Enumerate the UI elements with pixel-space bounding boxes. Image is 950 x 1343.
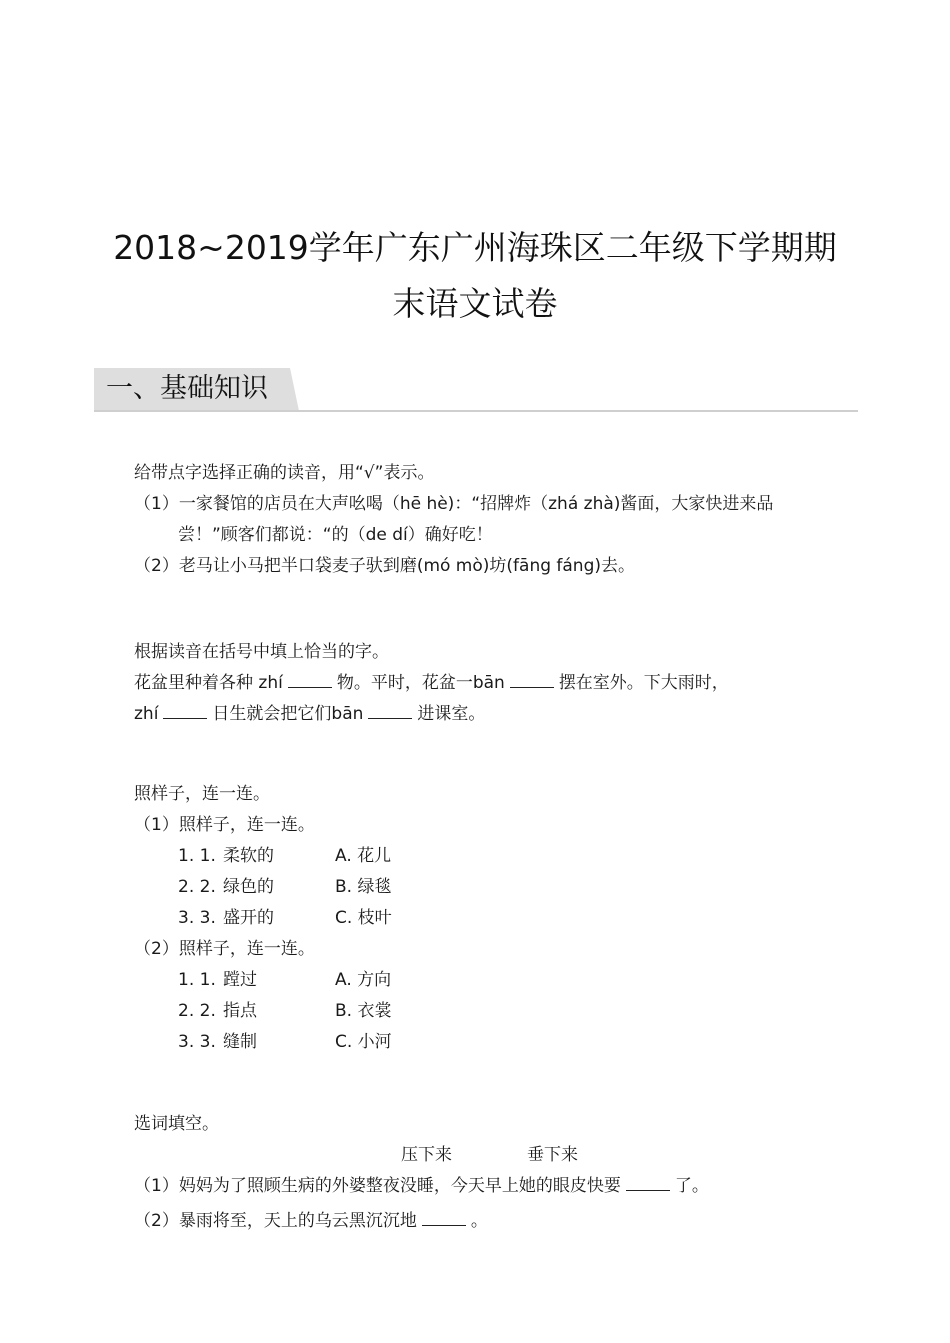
match-right-word[interactable]: C. 小河 [335, 1032, 392, 1052]
q2-line1-part3: 摆在室外。下大雨时， [558, 673, 729, 693]
section-title: 一、基础知识 [106, 373, 268, 404]
match-left-word[interactable]: 蹚过 [223, 970, 257, 990]
q2-prompt: 根据读音在括号中填上恰当的字。 [134, 642, 389, 662]
match-right-word[interactable]: A. 花儿 [335, 846, 392, 866]
q1-item1-line2: 尝！”顾客们都说：“的（de dí）确好吃！ [178, 525, 493, 545]
q4-option-1: 压下来 [401, 1145, 452, 1165]
match-number: 3. 3. [178, 908, 216, 928]
match-left-word[interactable]: 柔软的 [223, 846, 274, 866]
match-number: 2. 2. [178, 877, 216, 897]
match-number: 1. 1. [178, 846, 216, 866]
match-right-word[interactable]: B. 绿毯 [335, 877, 392, 897]
q4-prompt: 选词填空。 [134, 1114, 219, 1134]
title-line-2: 末语文试卷 [392, 284, 558, 323]
page-title [0, 220, 950, 332]
q2-line1 [134, 672, 729, 694]
match-row [178, 907, 392, 929]
fill-blank[interactable] [368, 704, 412, 719]
fill-blank[interactable] [626, 1176, 670, 1191]
match-left-word[interactable]: 绿色的 [223, 877, 274, 897]
match-number: 3. 3. [178, 1032, 216, 1052]
q4-option-2: 垂下来 [527, 1145, 578, 1165]
title-line-1: 2018~2019学年广东广州海珠区二年级下学期期 [113, 228, 837, 267]
match-left-word[interactable]: 盛开的 [223, 908, 274, 928]
q3-sub2-label: （2）照样子，连一连。 [134, 939, 315, 959]
q4-item1-end: 了。 [674, 1176, 709, 1196]
match-row [178, 969, 391, 991]
match-number: 1. 1. [178, 970, 216, 990]
fill-blank[interactable] [288, 673, 332, 688]
fill-blank[interactable] [422, 1211, 466, 1226]
q2-line2-part2: 日生就会把它们bān [212, 704, 364, 724]
match-row [178, 1031, 392, 1053]
q1-prompt: 给带点字选择正确的读音，用“√”表示。 [134, 463, 435, 483]
q2-line1-part2: 物。平时，花盆一bān [336, 673, 505, 693]
match-right-word[interactable]: C. 枝叶 [335, 908, 392, 928]
section-header [94, 368, 858, 412]
q2-line2-part1: zhí [134, 704, 159, 724]
q4-item2-text: （2）暴雨将至，天上的乌云黑沉沉地 [134, 1211, 417, 1231]
section-divider [94, 410, 858, 412]
match-left-word[interactable]: 指点 [223, 1001, 257, 1021]
q2-line2-part3: 进课室。 [417, 704, 486, 724]
q4-item1 [134, 1175, 709, 1197]
fill-blank[interactable] [163, 704, 207, 719]
match-number: 2. 2. [178, 1001, 216, 1021]
match-row [178, 876, 391, 898]
q3-sub1-label: （1）照样子，连一连。 [134, 815, 315, 835]
q4-item2 [134, 1210, 488, 1232]
match-left-word[interactable]: 缝制 [223, 1032, 257, 1052]
q3-prompt: 照样子，连一连。 [134, 784, 270, 804]
match-row [178, 845, 391, 867]
match-row [178, 1000, 391, 1022]
fill-blank[interactable] [510, 673, 554, 688]
q4-item2-end: 。 [470, 1211, 488, 1231]
match-right-word[interactable]: A. 方向 [335, 970, 392, 990]
q2-line1-part1: 花盆里种着各种 zhí [134, 673, 283, 693]
match-right-word[interactable]: B. 衣裳 [335, 1001, 392, 1021]
q2-line2 [134, 703, 485, 725]
q1-item1-line1: （1）一家餐馆的店员在大声吆喝（hē hè)：“招牌炸（zhá zhà)酱面，大家快进来品 [134, 494, 774, 514]
q1-item2: （2）老马让小马把半口袋麦子驮到磨(mó mò)坊(fāng fáng)去。 [134, 556, 636, 576]
q4-item1-text: （1）妈妈为了照顾生病的外婆整夜没睡，今天早上她的眼皮快要 [134, 1176, 621, 1196]
